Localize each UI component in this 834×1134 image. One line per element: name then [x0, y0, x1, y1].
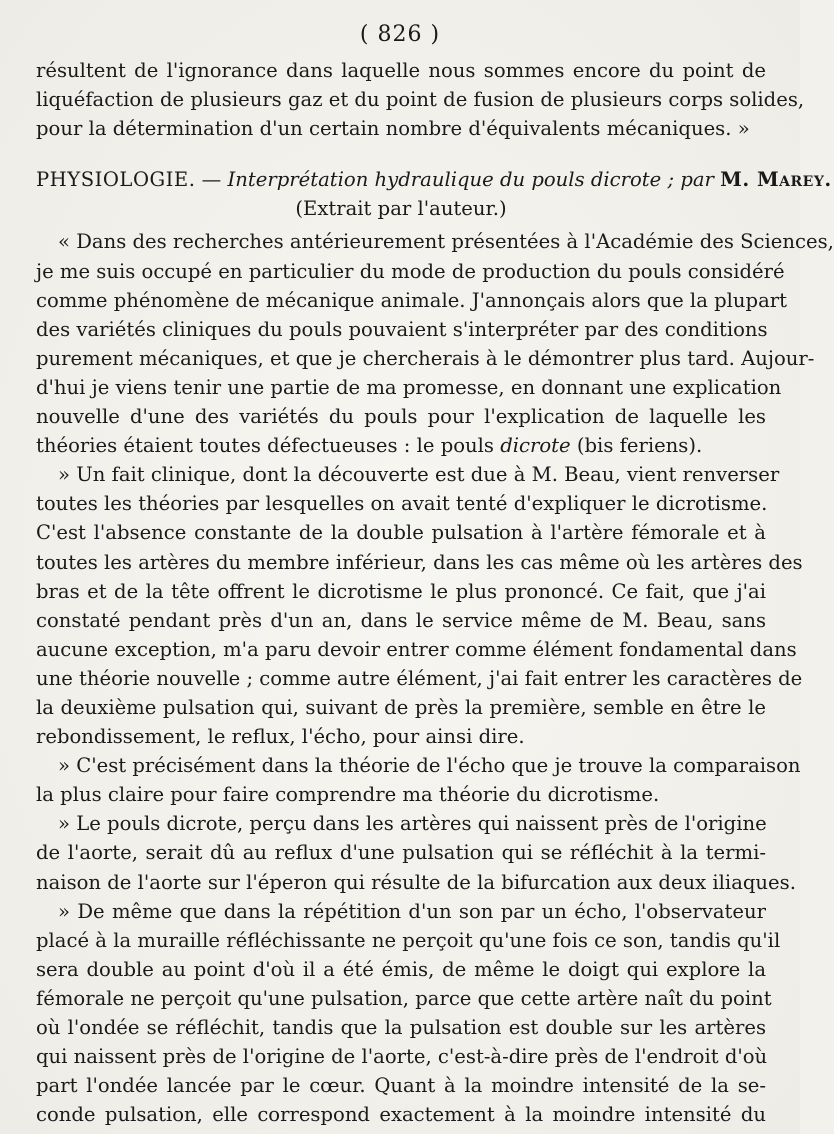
text-line: fémorale ne perçoit qu'une pulsation, parce que cette artère naît du point	[36, 986, 772, 1010]
text-line: rebondissement, le reflux, l'écho, pour ainsi dire.	[36, 725, 525, 749]
paragraph	[36, 809, 796, 896]
text-line: où l'ondée se réfléchit, tandis que la pulsation est double sur les artères	[36, 1016, 766, 1039]
text-fragment: (bis feriens).	[570, 434, 703, 458]
text-line: » Un fait clinique, dont la découverte est due à M. Beau, vient renverser	[58, 463, 780, 487]
text-line: » Le pouls dicrote, perçu dans les artères qui naissent près de l'origine	[58, 812, 767, 836]
text-line: placé à la muraille réfléchissante ne perçoit qu'une fois ce son, tandis qu'il	[36, 928, 781, 952]
text-line: la deuxième pulsation qui, suivant de près la première, semble en être le	[36, 695, 766, 719]
text-line: purement mécaniques, et que je chercherais à le démontrer plus tard. Aujour-	[36, 346, 815, 370]
intro-block	[36, 56, 805, 143]
text-line: la plus claire pour faire comprendre ma théorie du dicrotisme.	[36, 783, 660, 807]
article-heading	[36, 165, 832, 223]
text-line: nouvelle d'une des variétés du pouls pour l'explication de laquelle les	[36, 405, 766, 429]
text-line: » De même que dans la répétition d'un son par un écho, l'observateur	[58, 899, 766, 923]
text-line: » C'est précisément dans la théorie de l'écho que je trouve la comparaison	[58, 754, 801, 778]
article-title: Interprétation hydraulique du pouls dicrote ; par	[227, 168, 714, 192]
section-label: PHYSIOLOGIE.	[36, 168, 196, 192]
text-line: liquéfaction de plusieurs gaz et du point de fusion de plusieurs corps solides,	[36, 88, 805, 112]
text-line: une théorie nouvelle ; comme autre élément, j'ai fait entrer les caractères de	[36, 666, 803, 690]
text-line: naison de l'aorte sur l'éperon qui résulte de la bifurcation aux deux iliaques.	[36, 870, 796, 894]
paragraph	[36, 751, 801, 809]
text-line: je me suis occupé en particulier du mode de production du pouls considéré	[36, 259, 785, 283]
body-text	[36, 56, 834, 1129]
text-fragment: théories étaient toutes défectueuses : le pouls	[36, 434, 501, 458]
text-line: résultent de l'ignorance dans laquelle nous sommes encore du point de	[36, 59, 766, 82]
text-line: « Dans des recherches antérieurement présentées à l'Académie des Sciences,	[58, 230, 834, 254]
text-line: part l'ondée lancée par le cœur. Quant à la moindre intensité de la se-	[36, 1074, 766, 1098]
text-line: comme phénomène de mécanique animale. J'annonçais alors que la plupart	[36, 288, 787, 312]
text-line: toutes les artères du membre inférieur, dans les cas même où les artères des	[36, 550, 803, 574]
text-line: des variétés cliniques du pouls pouvaient s'interpréter par des conditions	[36, 317, 768, 341]
text-line: conde pulsation, elle correspond exactement à la moindre intensité du	[36, 1103, 766, 1127]
text-line: bras et de la tête offrent le dicrotisme le plus prononcé. Ce fait, que j'ai	[36, 579, 766, 603]
text-line	[36, 431, 766, 460]
paragraph	[36, 897, 781, 1130]
article-author: M. Marey.	[720, 168, 832, 192]
paragraph	[36, 460, 803, 751]
text-line: C'est l'absence constante de la double pulsation à l'artère fémorale et à	[36, 521, 766, 545]
heading-dash: —	[195, 168, 228, 192]
text-line: constaté pendant près d'un an, dans le service même de M. Beau, sans	[36, 608, 766, 632]
italic-term: dicrote	[500, 434, 571, 458]
page-number: ( 826 )	[359, 22, 441, 47]
text-line: qui naissent près de l'origine de l'aorte, c'est-à-dire près de l'endroit d'où	[36, 1045, 768, 1069]
text-line: de l'aorte, serait dû au reflux d'une pulsation qui se réfléchit à la termi-	[36, 841, 766, 865]
paragraph	[36, 227, 834, 460]
text-line: d'hui je viens tenir une partie de ma promesse, en donnant une explication	[36, 375, 782, 399]
text-line: aucune exception, m'a paru devoir entrer comme élément fondamental dans	[36, 637, 797, 661]
heading-line	[36, 165, 832, 194]
text-line: pour la détermination d'un certain nombre d'équivalents mécaniques. »	[36, 117, 750, 141]
article-note: (Extrait par l'auteur.)	[295, 197, 507, 221]
text-line: toutes les théories par lesquelles on avait tenté d'expliquer le dicrotisme.	[36, 492, 768, 516]
text-line: sera double au point d'où il a été émis, de même le doigt qui explore la	[36, 957, 766, 981]
